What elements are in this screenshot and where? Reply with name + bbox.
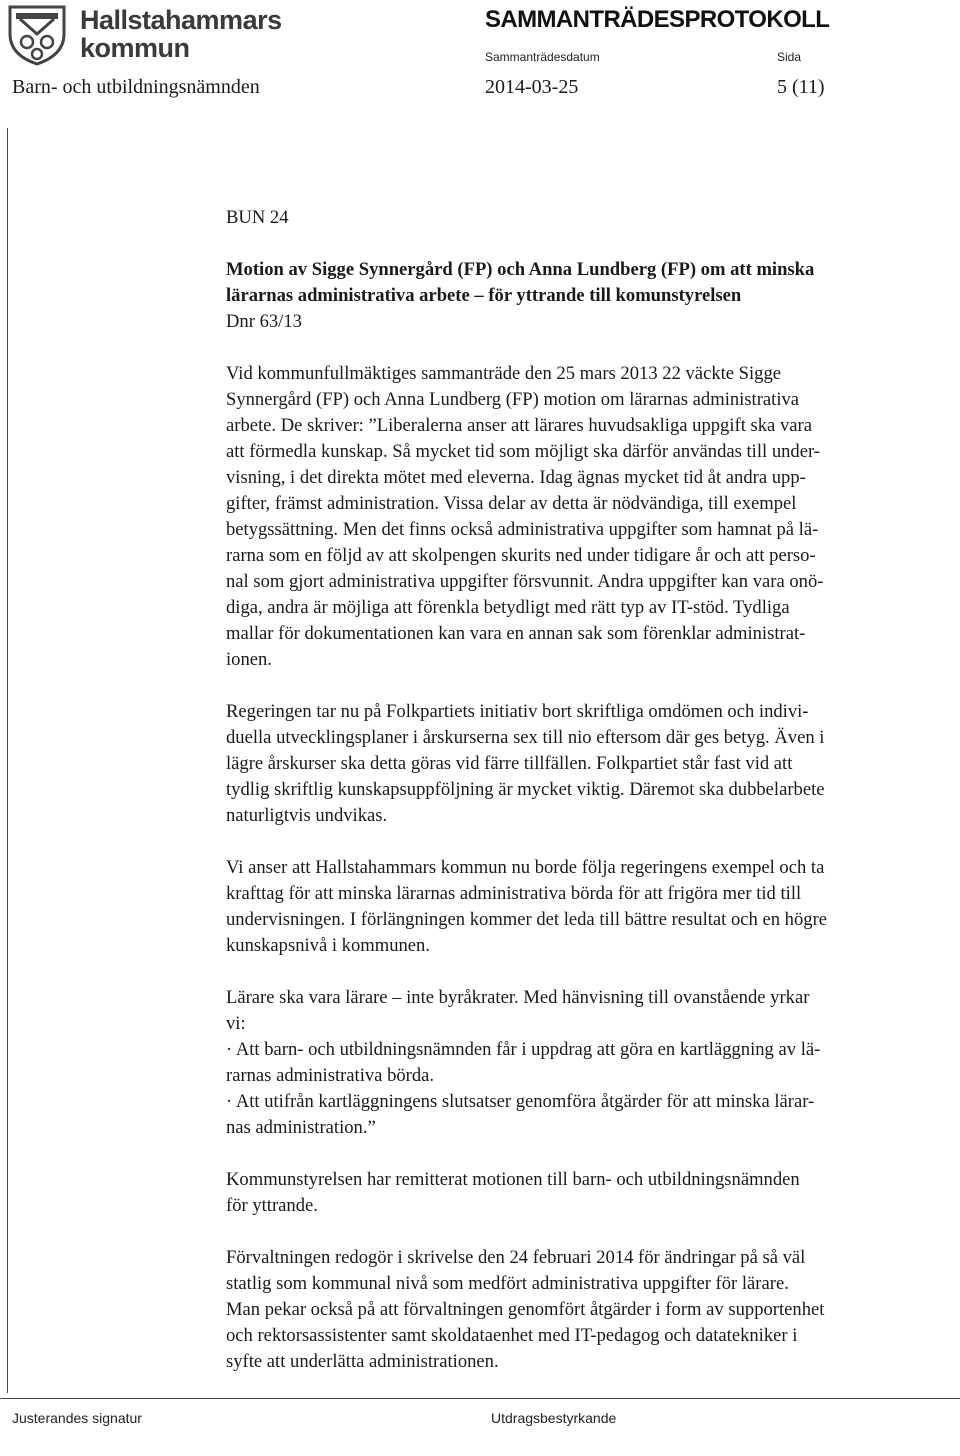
text-line: gifter, främst administration. Vissa delar av detta är nödvändiga, till exempel [226,493,797,514]
text-line: tydlig skriftlig kunskapsuppföljning är mycket viktig. Däremot ska dubbelarbete [226,779,825,800]
date-label: Sammanträdesdatum [485,50,600,64]
body-paragraph [226,699,952,829]
text-line: Kommunstyrelsen har remitterat motionen till barn- och utbildningsnämnden [226,1169,800,1190]
body-paragraph [226,855,952,959]
diary-number: Dnr 63/13 [226,311,302,332]
text-line: ionen. [226,649,272,670]
text-line: lägre årskurser ska detta göras vid färre tillfällen. Folkpartiet står fast vid att [226,753,793,774]
footer-rule [0,1398,960,1399]
text-line: undervisningen. I förlängningen kommer det leda till bättre resultat och en högre [226,909,828,930]
text-line: · Att utifrån kartläggningens slutsatser genomföra åtgärder för att minska lärar- [226,1091,815,1112]
text-line: nas administration.” [226,1117,376,1138]
meeting-date: 2014-03-25 [485,76,579,98]
paragraph-number: BUN 24 [226,207,289,228]
text-line: diga, andra är möjliga att förenkla betydligt med rätt typ av IT-stöd. Tydliga [226,597,790,618]
minutes-body [226,205,952,1375]
text-line: krafttag för att minska lärarnas administrativa börda för att frigöra mer tid till [226,883,802,904]
text-line: mallar för dokumentationen kan vara en annan sak som förenklar administrat- [226,623,806,644]
document-type: SAMMANTRÄDESPROTOKOLL [485,6,830,33]
text-line: duella utvecklingsplaner i årskurserna sex till nio eftersom där ges betyg. Även i [226,727,825,748]
logo-line-1: Hallstahammars [80,5,282,35]
text-line: för yttrande. [226,1195,318,1216]
heading-line: Motion av Sigge Synnergård (FP) och Anna Lundberg (FP) om att minska [226,259,815,280]
logo-line-2: kommun [80,33,190,63]
heading-line: lärarnas administrativa arbete – för yttrande till komunstyrelsen [226,285,742,306]
text-line: syfte att underlätta administrationen. [226,1351,499,1372]
text-line: kunskapsnivå i kommunen. [226,935,430,956]
board-name: Barn- och utbildningsnämnden [12,76,260,98]
margin-rule [7,128,8,1393]
text-line: statlig som kommunal nivå som medfört administrativa uppgifter för lärare. [226,1273,789,1294]
text-line: Regeringen tar nu på Folkpartiets initiativ bort skriftliga omdömen och indivi- [226,701,809,722]
text-line: Lärare ska vara lärare – inte byråkrater. Med hänvisning till ovanstående yrkar [226,987,810,1008]
page-label: Sida [777,50,802,64]
text-line: Man pekar också på att förvaltningen genomfört åtgärder i form av supportenhet [226,1299,825,1320]
text-line: arbete. De skriver: ”Liberalerna anser att lärares huvudsakliga uppgift ska vara [226,415,812,436]
text-line: och rektorsassistenter samt skoldataenhet med IT-pedagog och datatekniker i [226,1325,798,1346]
signature-label: Justerandes signatur [12,1410,142,1426]
text-line: · Att barn- och utbildningsnämnden får i uppdrag att göra en kartläggning av lä- [226,1039,821,1060]
municipality-logo [6,4,296,66]
body-paragraph [226,1245,952,1375]
body-paragraph [226,985,952,1141]
extract-label: Utdragsbestyrkande [491,1410,617,1426]
coat-of-arms-icon [6,4,68,66]
text-line: betygssättning. Men det finns också administrativa uppgifter som hamnat på lä- [226,519,819,540]
item-heading [226,257,952,309]
body-paragraph [226,361,952,673]
text-line: Synnergård (FP) och Anna Lundberg (FP) motion om lärarnas administrativa [226,389,800,410]
text-line: att förmedla kunskap. Så mycket tid som möjligt ska därför användas till under- [226,441,820,462]
text-line: Vi anser att Hallstahammars kommun nu borde följa regeringens exempel och ta [226,857,825,878]
page-number: 5 (11) [777,76,825,98]
text-line: rarna som en följd av att skolpengen skurits ned under tidigare år och att perso- [226,545,816,566]
text-line: rarnas administrativa börda. [226,1065,435,1086]
text-line: naturligtvis undvikas. [226,805,388,826]
text-line: Vid kommunfullmäktiges sammanträde den 25 mars 2013 22 väckte Sigge [226,363,782,384]
text-line: visning, i det direkta mötet med eleverna. Idag ägnas mycket tid åt andra upp- [226,467,806,488]
text-line: nal som gjort administrativa uppgifter försvunnit. Andra uppgifter kan vara onö- [226,571,824,592]
text-line: Förvaltningen redogör i skrivelse den 24 februari 2014 för ändringar på så väl [226,1247,806,1268]
text-line: vi: [226,1013,246,1034]
body-paragraph [226,1167,952,1219]
